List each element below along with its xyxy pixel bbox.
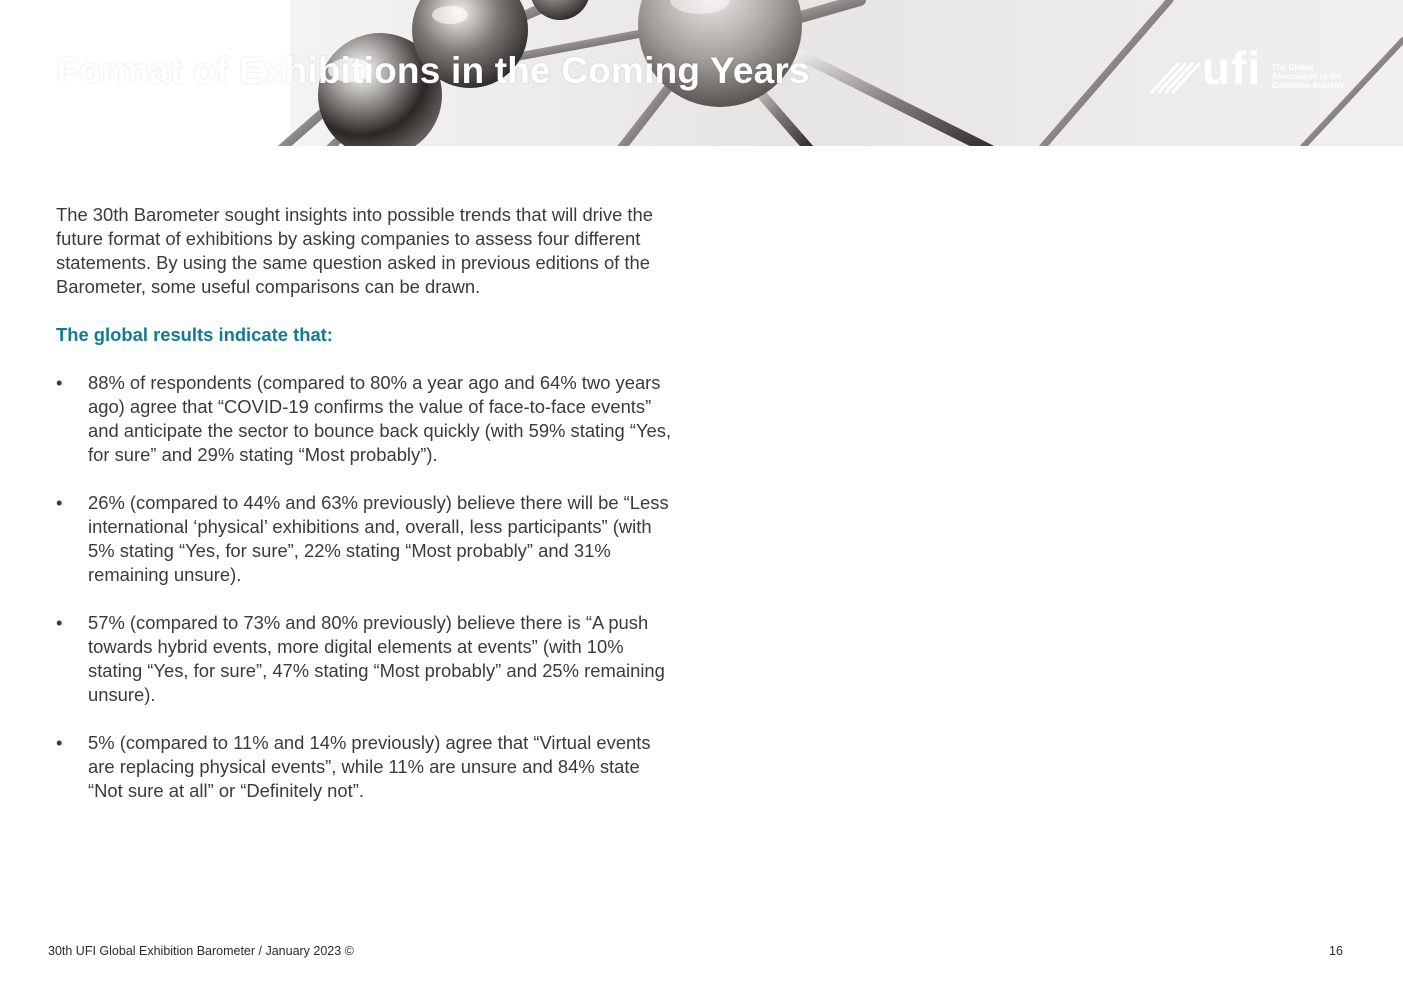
bullet-icon: • <box>56 732 63 753</box>
list-item-text: 5% (compared to 11% and 14% previously) agree that “Virtual events are replacing physical events”, while 11% are unsure and 84% state “Not sure at all” or “Definitely not”. <box>88 732 651 801</box>
intro-paragraph: The 30th Barometer sought insights into possible trends that will drive the future format of exhibitions by asking companies to assess four different statements. By using the same question asked in previous editions of the Barometer, some useful comparisons can be drawn. <box>56 204 653 297</box>
page-number: 16 <box>1329 944 1343 958</box>
bullet-icon: • <box>56 612 63 633</box>
results-list <box>56 371 676 803</box>
list-item <box>56 491 676 587</box>
header-banner <box>0 0 1403 146</box>
results-heading: The global results indicate that: <box>56 324 333 345</box>
ufi-logo <box>1148 42 1363 98</box>
body-text <box>56 203 676 803</box>
logo-wordmark: ufi <box>1202 42 1262 94</box>
list-item <box>56 731 676 803</box>
bullet-icon: • <box>56 372 63 393</box>
page-title: Format of Exhibitions in the Coming Years <box>56 50 810 91</box>
footer-source: 30th UFI Global Exhibition Barometer / January 2023 © <box>48 944 354 958</box>
bullet-icon: • <box>56 492 63 513</box>
list-item <box>56 611 676 707</box>
list-item <box>56 371 676 467</box>
list-item-text: 88% of respondents (compared to 80% a year ago and 64% two years ago) agree that “COVID-19 confirms the value of face-to-face events” and anticipate the sector to bounce back quickly (with 59% stating “Yes, for sure” and 29% stating “Most probably”). <box>88 372 672 465</box>
logo-tagline: The Global Association of the Exhibition Industry <box>1272 63 1345 90</box>
list-item-text: 26% (compared to 44% and 63% previously) believe there will be “Less international ‘physical’ exhibitions and, overall, less participants” (with 5% stating “Yes, for sure”, 22% stating “Most probably” and 31% remaining unsure). <box>88 492 669 585</box>
logo-stripes-icon <box>1148 46 1208 98</box>
list-item-text: 57% (compared to 73% and 80% previously) believe there is “A push towards hybrid events, more digital elements at events” (with 10% stating “Yes, for sure”, 47% stating “Most probably” and 25% remaining unsure). <box>88 612 665 705</box>
